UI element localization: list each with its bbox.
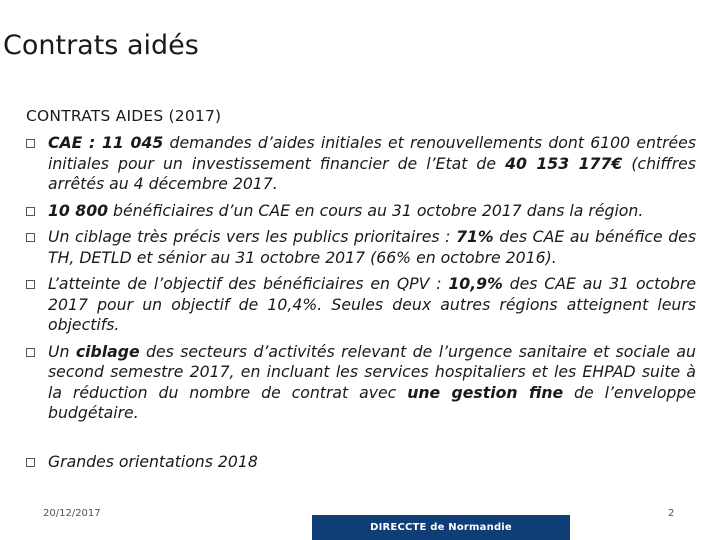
section-heading: CONTRATS AIDES (2017) [26,107,222,125]
checkbox-bullet-icon [26,348,35,357]
bullet-text: Grandes orientations 2018 [48,451,258,471]
bullet-list [26,133,696,472]
bullet-text: 10 800 bénéficiaires d’un CAE en cours au 31 octobre 2017 dans la région. [48,200,644,220]
bullet-text: L’atteinte de l’objectif des bénéficiaires en QPV : 10,9% des CAE au 31 octobre 2017 pour un objectif de 10,4%. Seules deux autres régions atteignent leurs objectifs. [48,274,696,334]
checkbox-bullet-icon [26,139,35,148]
bullet-item [26,452,696,473]
bullet-text: Un ciblage très précis vers les publics prioritaires : 71% des CAE au bénéfice des TH, DETLD et sénior au 31 octobre 2017 (66% en octobre 2016). [48,227,697,267]
bullet-text: Un ciblage des secteurs d’activités relevant de l’urgence sanitaire et sociale au second semestre 2017, en incluant les services hospitaliers et les EHPAD suite à la réduction du nombre de contrat avec une gestion fine de l’enveloppe budgétaire. [48,341,696,422]
logo-text: DIRECCTE de Normandie [370,522,512,533]
checkbox-bullet-icon [26,233,35,242]
bullet-item [26,133,696,195]
checkbox-bullet-icon [26,280,35,289]
bullet-text: CAE : 11 045 demandes d’aides initiales et renouvellements dont 6100 entrées initiales pour un investissement financier de l’Etat de 40 153 177€ (chiffres arrêtés au 4 décembre 2017. [48,133,696,193]
footer-date: 20/12/2017 [43,508,101,519]
checkbox-bullet-icon [26,458,35,467]
bullet-item [26,274,696,336]
bullet-item [26,227,696,268]
slide-title: Contrats aidés [3,30,199,61]
bullet-item [26,342,696,424]
bullet-item [26,201,696,222]
checkbox-bullet-icon [26,207,35,216]
page-number: 2 [668,508,675,519]
direccte-logo [312,515,570,540]
